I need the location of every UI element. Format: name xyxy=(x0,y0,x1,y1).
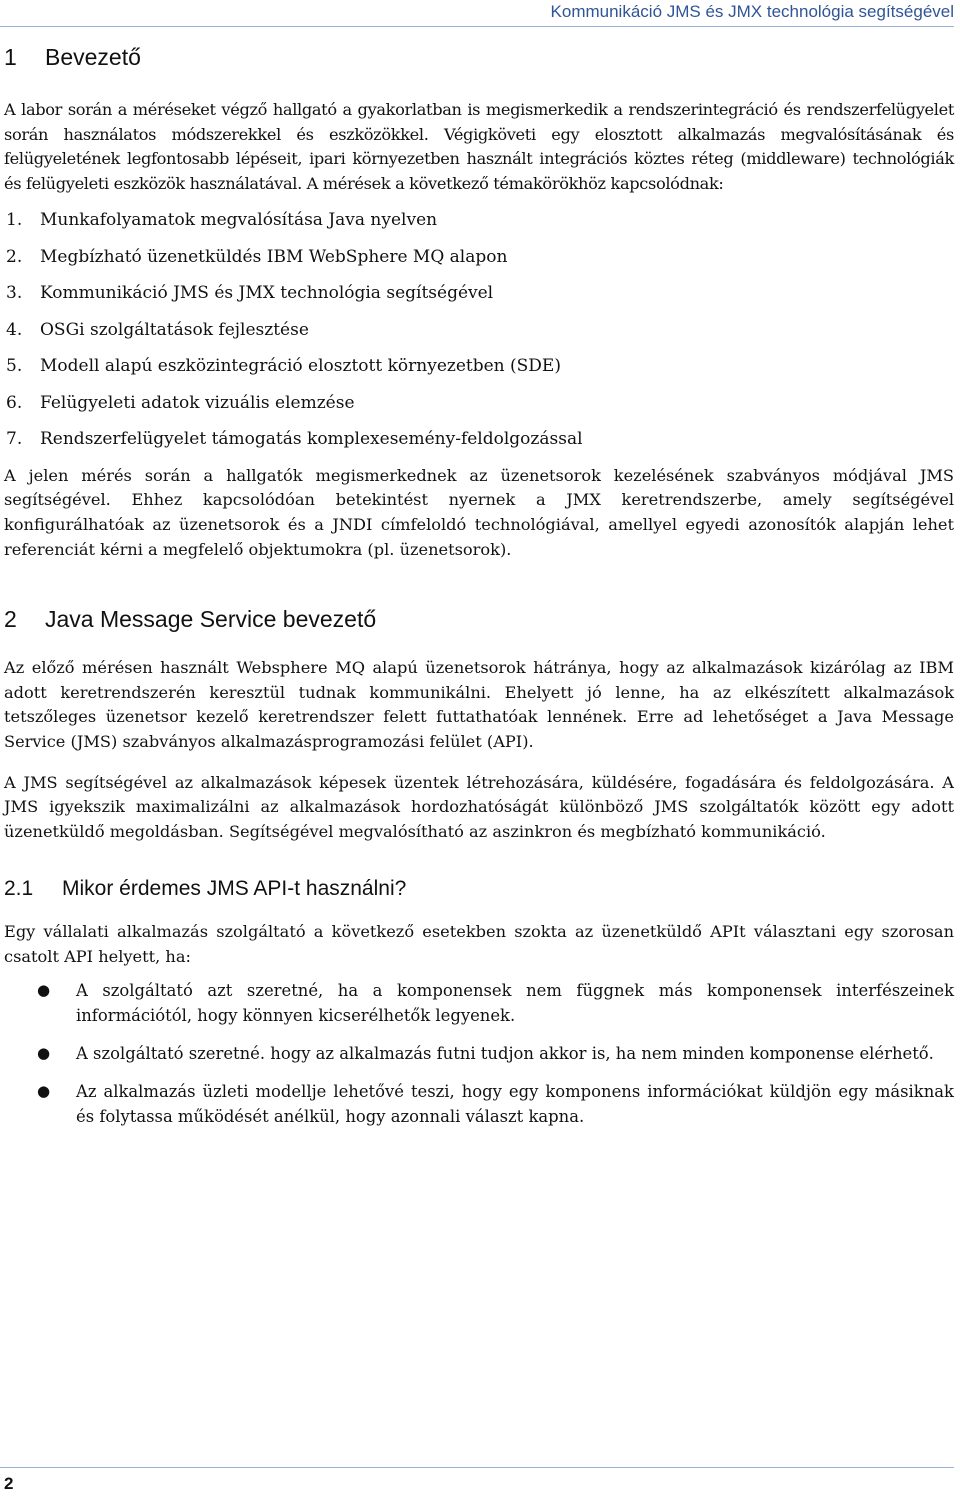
section-2-1-title: Mikor érdemes JMS API-t használni? xyxy=(62,877,407,901)
list-item xyxy=(4,348,954,385)
list-item-text: Felügyeleti adatok vizuális elemzése xyxy=(40,392,355,413)
list-item-text: Rendszerfelügyelet támogatás komplexesemény-feldolgozással xyxy=(40,429,583,450)
list-item-number: 5. xyxy=(6,356,23,377)
section-2-1-intro-paragraph: Egy vállalati alkalmazás szolgáltató a következő esetekben szokta az üzenetküldő APIt választani egy szorosan csatolt API helyett, ha: xyxy=(4,922,954,966)
list-item-number: 2. xyxy=(6,246,23,267)
list-item xyxy=(4,421,954,458)
list-item xyxy=(4,275,954,312)
section-1-heading xyxy=(4,40,954,74)
list-item-text: Megbízható üzenetküldés IBM WebSphere MQ alapon xyxy=(40,246,508,267)
section-2-paragraph-2: A JMS segítségével az alkalmazások képesek üzentek létrehozására, küldésére, fogadására és feldolgozására. A JMS igyekszik maximalizálni az alkalmazások hordozhatóságát különböző JMS szolgáltatók között egy adott üzenetküldő megoldásban. Segítségével megvalósítható az aszinkron és megbízható kommunikáció. xyxy=(4,772,954,841)
list-item-text: Kommunikáció JMS és JMX technológia segítségével xyxy=(40,283,494,304)
section-1-number: 1 xyxy=(4,44,17,70)
list-item-number: 7. xyxy=(6,429,23,450)
list-item xyxy=(4,312,954,349)
section-2-heading xyxy=(4,602,954,636)
bullet-text: A szolgáltató azt szeretné, ha a komponensek nem függnek más komponensek interfészeinek információtól, hogy könnyen kicserélhetők legyenek. xyxy=(76,980,954,1025)
page-footer xyxy=(0,1467,954,1500)
running-header xyxy=(0,0,954,27)
bullet-icon: ● xyxy=(37,1043,51,1062)
section-2-number: 2 xyxy=(4,606,17,633)
list-item xyxy=(4,1041,954,1066)
header-title: Kommunikáció JMS és JMX technológia segítségével xyxy=(550,2,954,21)
section-2-1-number: 2.1 xyxy=(4,877,34,901)
list-item-number: 4. xyxy=(6,319,23,340)
list-item xyxy=(4,202,954,239)
section-2-paragraph-1: Az előző mérésen használt Websphere MQ alapú üzenetsorok hátránya, hogy az alkalmazások kizárólag az IBM adott keretrendszerén keresztül tudnak kommunikálni. Ehelyett jó lenne, ha az elkészített alkalmazások tetszőleges üzenetsor kezelő keretrendszer felett futtathatóak lennének. Erre ad lehetőséget a Java Message Service (JMS) szabványos alkalmazásprogramozási felület (API). xyxy=(4,658,954,752)
list-item-text: Modell alapú eszközintegráció elosztott környezetben (SDE) xyxy=(40,356,561,377)
topics-list xyxy=(4,202,954,458)
bullet-icon: ● xyxy=(37,1081,51,1100)
list-item xyxy=(4,385,954,422)
bullet-text: A szolgáltató szeretné. hogy az alkalmazás futni tudjon akkor is, ha nem minden komponense elérhető. xyxy=(76,1043,934,1063)
list-item-number: 3. xyxy=(6,283,23,304)
section-1-title: Bevezető xyxy=(45,44,141,70)
list-item-number: 6. xyxy=(6,392,23,413)
list-item-text: OSGi szolgáltatások fejlesztése xyxy=(40,319,309,340)
section-1-intro-paragraph: A labor során a méréseket végző hallgató a gyakorlatban is megismerkedik a rendszerintegráció és rendszerfelügyelet során használatos módszerekkel és eszközökkel. Végigköveti egy elosztott alkalmazás megvalósításának és felügyeletének legfontosabb lépéseit, ipari környezetben használt integrációs köztes réteg (middleware) technológiák és felügyeleti eszközök használatával. A mérések a következő témakörökhöz kapcsolódnak: xyxy=(4,100,954,193)
section-2-title: Java Message Service bevezető xyxy=(45,606,377,633)
section-1-outro-paragraph: A jelen mérés során a hallgatók megismerkednek az üzenetsorok kezelésének szabványos módjával JMS segítségével. Ehhez kapcsolódóan betekintést nyernek a JMX keretrendszerbe, amely segítségével konfigurálhatóak az üzenetsorok és a JNDI címfeloldó technológiával, amellyel egyedi azonosítók alapján lehet referenciát kérni a megfelelő objektumokra (pl. üzenetsorok). xyxy=(4,465,954,559)
bullet-list xyxy=(4,978,954,1129)
list-item-number: 1. xyxy=(6,210,23,231)
list-item xyxy=(4,978,954,1028)
section-2-1-heading xyxy=(4,874,954,904)
bullet-text: Az alkalmazás üzleti modellje lehetővé teszi, hogy egy komponens információkat küldjön egy másiknak és folytassa működését anélkül, hogy azonnali választ kapna. xyxy=(76,1081,954,1126)
page-number: 2 xyxy=(4,1474,14,1493)
list-item xyxy=(4,1079,954,1129)
bullet-icon: ● xyxy=(37,980,51,999)
list-item xyxy=(4,239,954,276)
list-item-text: Munkafolyamatok megvalósítása Java nyelven xyxy=(40,210,438,231)
page-content xyxy=(4,40,954,1142)
